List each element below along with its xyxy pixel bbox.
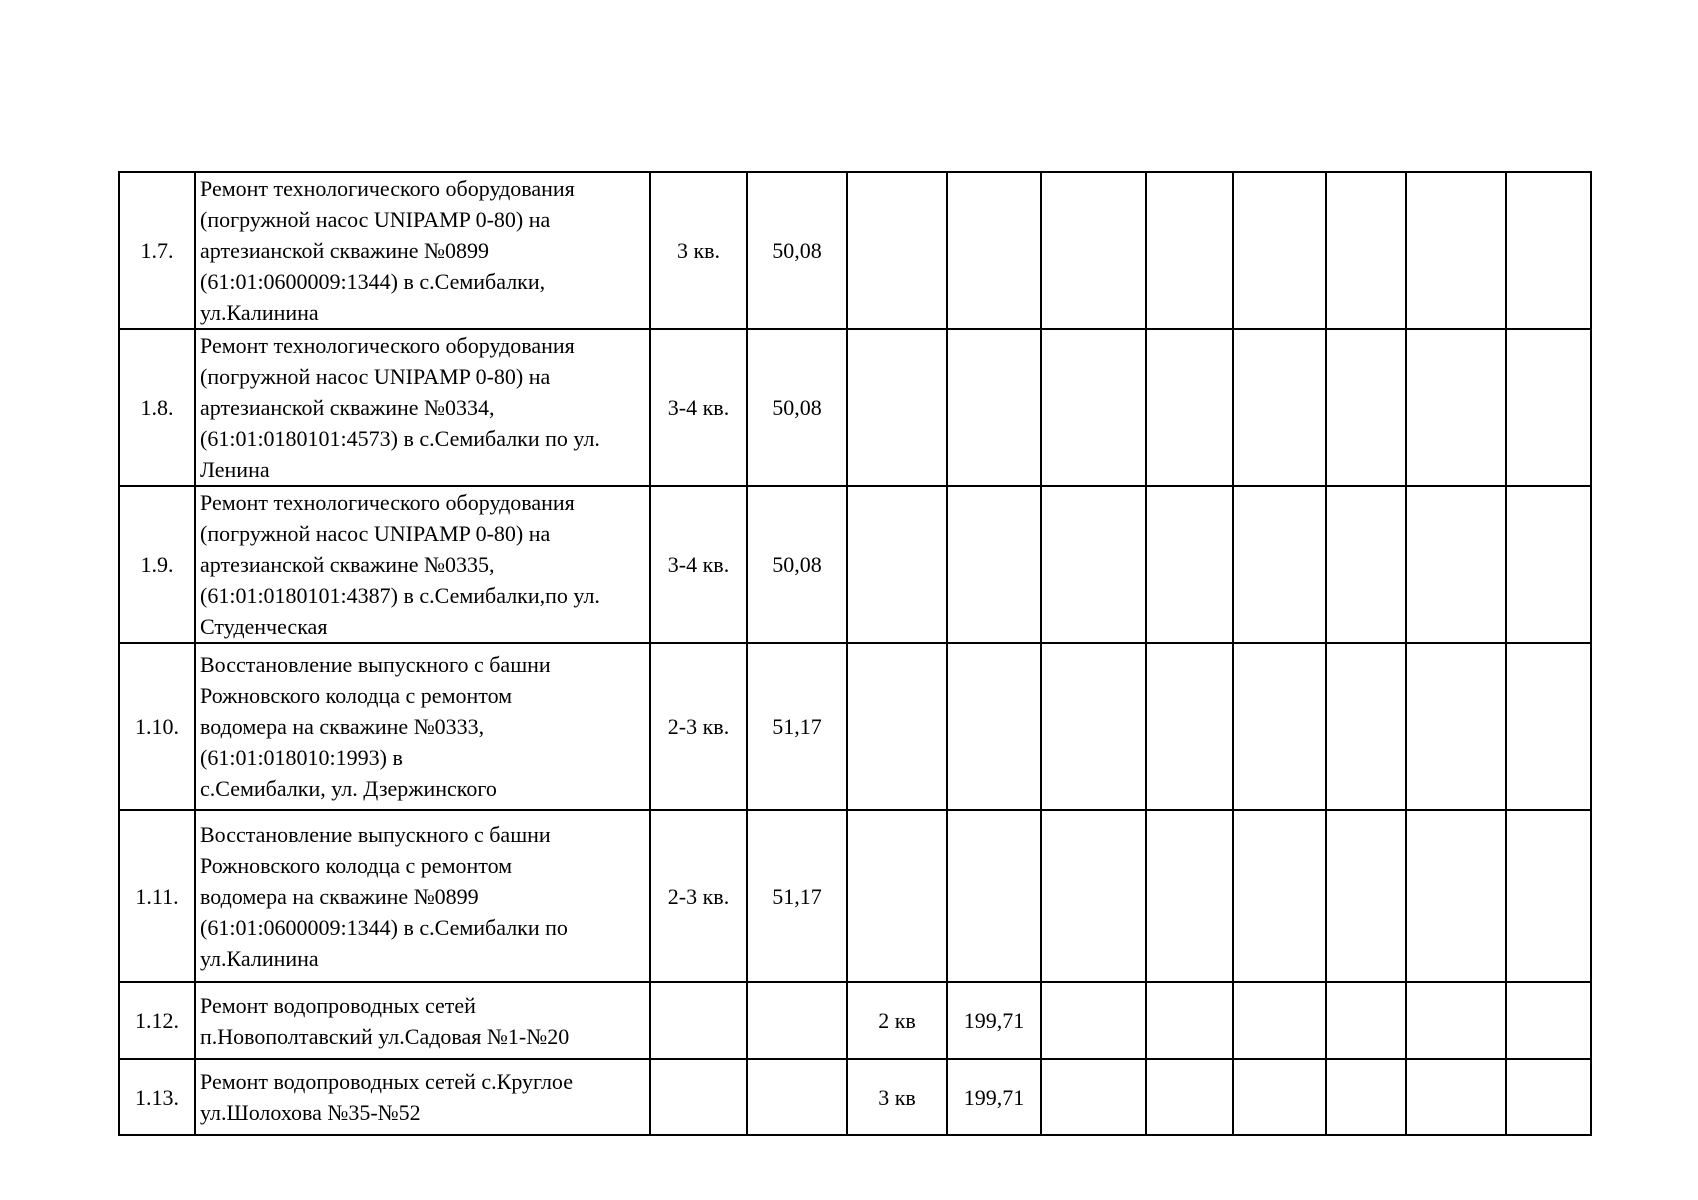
row-period-a: 2-3 кв. xyxy=(650,643,747,810)
empty-cell xyxy=(1506,643,1591,810)
empty-cell xyxy=(1146,172,1233,329)
row-amount-a: 51,17 xyxy=(747,810,847,982)
row-period-a: 3 кв. xyxy=(650,172,747,329)
table-row xyxy=(119,643,1591,810)
row-amount-b xyxy=(947,810,1041,982)
empty-cell xyxy=(1406,172,1506,329)
row-description: Ремонт водопроводных сетей п.Новополтавский ул.Садовая №1-№20 xyxy=(195,982,650,1059)
row-number: 1.13. xyxy=(119,1059,195,1135)
row-period-b: 2 кв xyxy=(847,982,947,1059)
row-number: 1.7. xyxy=(119,172,195,329)
row-number: 1.10. xyxy=(119,643,195,810)
row-period-a: 2-3 кв. xyxy=(650,810,747,982)
row-amount-b xyxy=(947,329,1041,486)
row-period-b xyxy=(847,329,947,486)
empty-cell xyxy=(1233,643,1326,810)
row-amount-a xyxy=(747,1059,847,1135)
empty-cell xyxy=(1406,810,1506,982)
empty-cell xyxy=(1146,643,1233,810)
empty-cell xyxy=(1146,486,1233,643)
empty-cell xyxy=(1406,982,1506,1059)
empty-cell xyxy=(1406,643,1506,810)
row-number: 1.11. xyxy=(119,810,195,982)
row-amount-b xyxy=(947,643,1041,810)
empty-cell xyxy=(1233,486,1326,643)
row-amount-a: 51,17 xyxy=(747,643,847,810)
empty-cell xyxy=(1146,810,1233,982)
table-row xyxy=(119,486,1591,643)
empty-cell xyxy=(1506,810,1591,982)
row-period-b xyxy=(847,486,947,643)
row-description: Ремонт технологического оборудования (погружной насос UNIPAMP 0-80) на артезианской скважине №0334, (61:01:0180101:4573) в с.Семибалки по ул. Ленина xyxy=(195,329,650,486)
row-period-a: 3-4 кв. xyxy=(650,329,747,486)
row-amount-a xyxy=(747,982,847,1059)
row-amount-a: 50,08 xyxy=(747,329,847,486)
row-period-b xyxy=(847,810,947,982)
empty-cell xyxy=(1406,329,1506,486)
empty-cell xyxy=(1326,1059,1406,1135)
empty-cell xyxy=(1406,1059,1506,1135)
empty-cell xyxy=(1041,329,1146,486)
row-amount-a: 50,08 xyxy=(747,486,847,643)
table-row xyxy=(119,329,1591,486)
row-number: 1.12. xyxy=(119,982,195,1059)
row-amount-b: 199,71 xyxy=(947,1059,1041,1135)
empty-cell xyxy=(1326,172,1406,329)
row-description: Ремонт технологического оборудования (погружной насос UNIPAMP 0-80) на артезианской скважине №0335, (61:01:0180101:4387) в с.Семибалки,по ул. Студенческая xyxy=(195,486,650,643)
empty-cell xyxy=(1506,982,1591,1059)
empty-cell xyxy=(1041,486,1146,643)
empty-cell xyxy=(1041,643,1146,810)
row-number: 1.9. xyxy=(119,486,195,643)
row-number: 1.8. xyxy=(119,329,195,486)
empty-cell xyxy=(1406,486,1506,643)
empty-cell xyxy=(1506,172,1591,329)
row-period-b: 3 кв xyxy=(847,1059,947,1135)
empty-cell xyxy=(1233,172,1326,329)
row-description: Ремонт водопроводных сетей с.Круглое ул.Шолохова №35-№52 xyxy=(195,1059,650,1135)
table-row xyxy=(119,982,1591,1059)
empty-cell xyxy=(1146,329,1233,486)
row-amount-b xyxy=(947,486,1041,643)
row-description: Восстановление выпускного с башни Рожновского колодца с ремонтом водомера на скважине №0899 (61:01:0600009:1344) в с.Семибалки по ул.Калинина xyxy=(195,810,650,982)
row-amount-a: 50,08 xyxy=(747,172,847,329)
empty-cell xyxy=(1233,982,1326,1059)
row-period-b xyxy=(847,172,947,329)
row-description: Ремонт технологического оборудования (погружной насос UNIPAMP 0-80) на артезианской скважине №0899 (61:01:0600009:1344) в с.Семибалки, ул.Калинина xyxy=(195,172,650,329)
table-row xyxy=(119,172,1591,329)
empty-cell xyxy=(1506,486,1591,643)
empty-cell xyxy=(1041,1059,1146,1135)
row-description: Восстановление выпускного с башни Рожновского колодца с ремонтом водомера на скважине №0333, (61:01:018010:1993) в с.Семибалки, ул. Дзержинского xyxy=(195,643,650,810)
empty-cell xyxy=(1506,329,1591,486)
empty-cell xyxy=(1233,329,1326,486)
row-amount-b: 199,71 xyxy=(947,982,1041,1059)
empty-cell xyxy=(1506,1059,1591,1135)
empty-cell xyxy=(1041,982,1146,1059)
row-period-a xyxy=(650,1059,747,1135)
table-row xyxy=(119,1059,1591,1135)
empty-cell xyxy=(1041,810,1146,982)
row-period-a: 3-4 кв. xyxy=(650,486,747,643)
empty-cell xyxy=(1326,810,1406,982)
empty-cell xyxy=(1233,1059,1326,1135)
empty-cell xyxy=(1041,172,1146,329)
empty-cell xyxy=(1233,810,1326,982)
row-period-b xyxy=(847,643,947,810)
works-table xyxy=(118,171,1592,1136)
empty-cell xyxy=(1146,982,1233,1059)
empty-cell xyxy=(1326,486,1406,643)
row-period-a xyxy=(650,982,747,1059)
table-row xyxy=(119,810,1591,982)
row-amount-b xyxy=(947,172,1041,329)
empty-cell xyxy=(1326,329,1406,486)
empty-cell xyxy=(1326,982,1406,1059)
empty-cell xyxy=(1146,1059,1233,1135)
empty-cell xyxy=(1326,643,1406,810)
